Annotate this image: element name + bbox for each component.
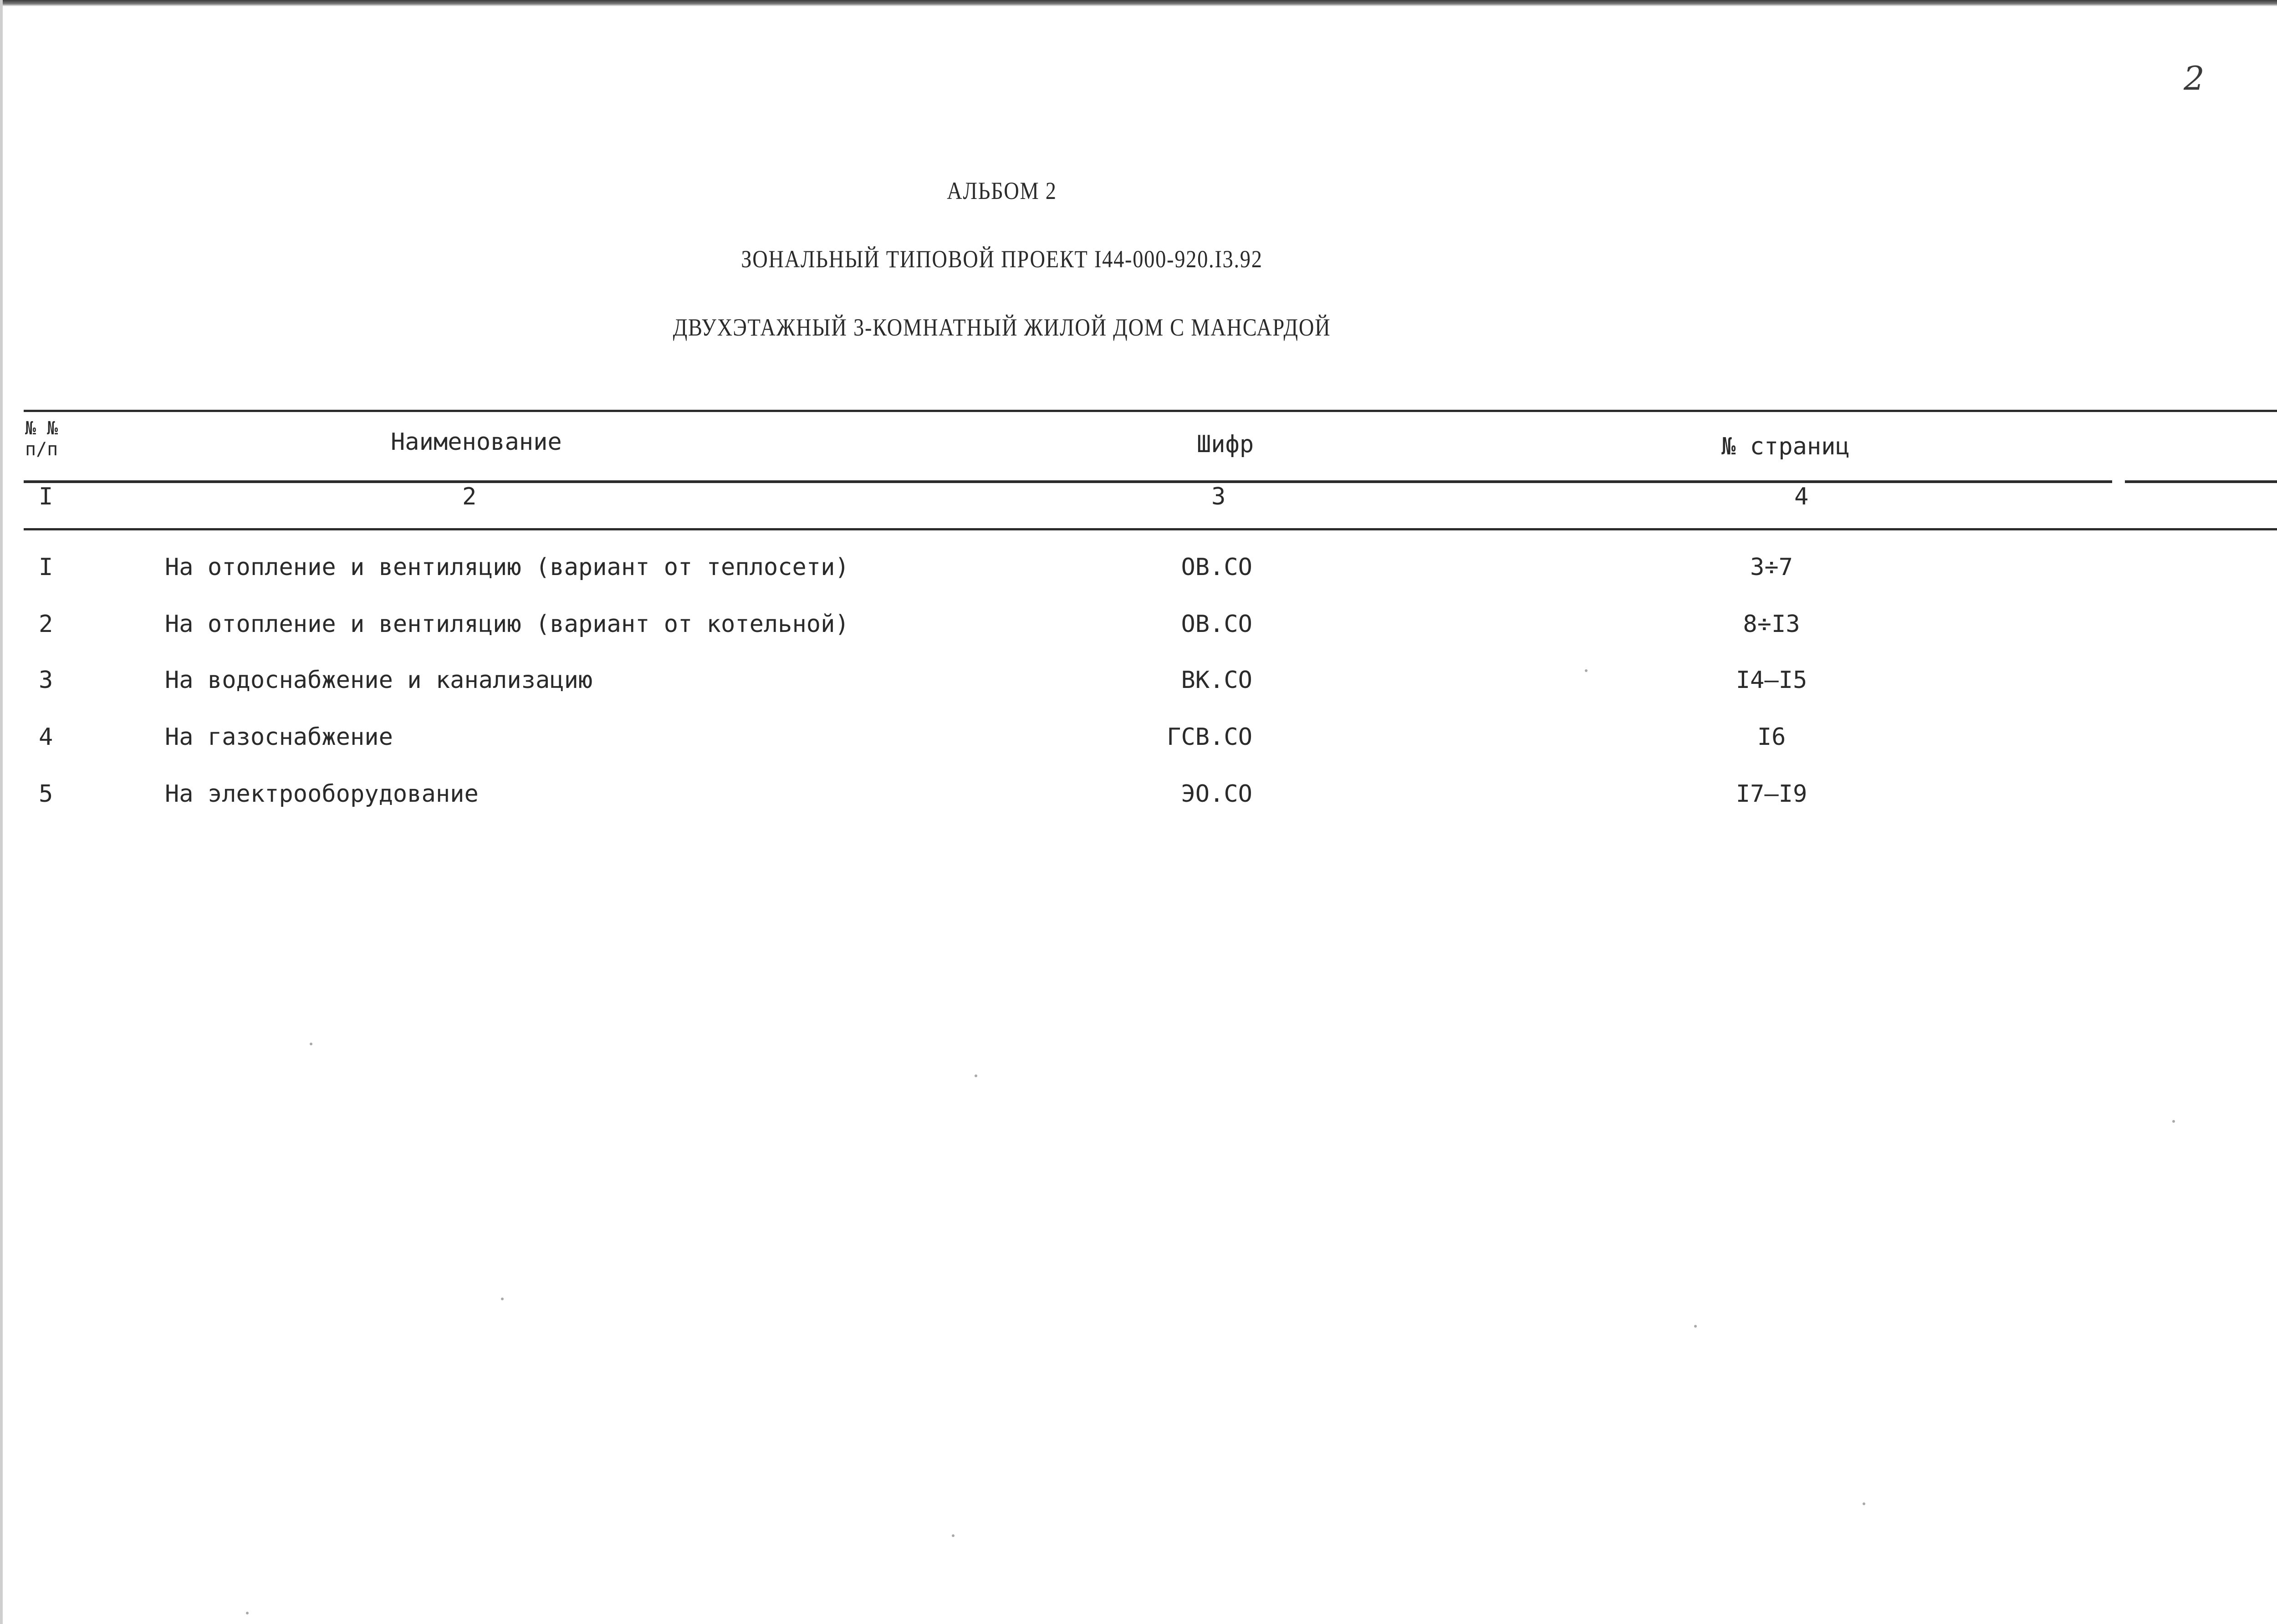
column-number-4: 4 xyxy=(1794,483,1809,510)
scan-left-edge xyxy=(0,0,3,1624)
row-pages: 3÷7 xyxy=(1750,554,1793,581)
row-pages: I7–I9 xyxy=(1736,780,1807,808)
row-name: На отопление и вентиляцию (вариант от котельной) xyxy=(165,611,849,638)
row-pages: I4–I5 xyxy=(1736,667,1807,694)
document-title: ДВУХЭТАЖНЫЙ 3-КОМНАТНЫЙ ЖИЛОЙ ДОМ С МАНСАРДОЙ xyxy=(673,314,1331,341)
project-title: ЗОНАЛЬНЫЙ ТИПОВОЙ ПРОЕКТ I44-000-920.I3.92 xyxy=(741,245,1263,273)
row-number: 4 xyxy=(39,723,53,751)
column-header-pages: № страниц xyxy=(1721,433,1850,460)
row-number: I xyxy=(39,554,53,581)
scan-speck xyxy=(975,1074,977,1077)
row-code: ГСВ.СО xyxy=(1167,723,1252,751)
row-code: ЭО.СО xyxy=(1181,780,1252,808)
table-header-rule xyxy=(24,480,2277,483)
scan-speck xyxy=(501,1298,504,1300)
column-number-3: 3 xyxy=(1211,483,1226,510)
row-pages: I6 xyxy=(1757,723,1786,751)
row-number: 2 xyxy=(39,611,53,638)
row-code: ВК.СО xyxy=(1181,667,1252,694)
row-name: На электрооборудование xyxy=(165,780,479,808)
scan-speck xyxy=(310,1043,312,1045)
column-header-name: Наименование xyxy=(391,428,562,456)
row-pages: 8÷I3 xyxy=(1743,611,1800,638)
scan-speck xyxy=(2172,1120,2175,1123)
row-code: ОВ.СО xyxy=(1181,611,1252,638)
scan-speck xyxy=(246,1612,249,1614)
column-number-1: I xyxy=(39,483,53,510)
column-header-number: № № п/п xyxy=(25,418,58,460)
scan-speck xyxy=(1694,1325,1697,1328)
row-code: ОВ.СО xyxy=(1181,554,1252,581)
table-body-rule xyxy=(24,528,2277,530)
column-header-code: Шифр xyxy=(1197,431,1254,458)
scan-speck xyxy=(952,1534,955,1537)
scan-speck xyxy=(1863,1502,1865,1505)
row-name: На отопление и вентиляцию (вариант от теплосети) xyxy=(165,554,849,581)
table-top-rule xyxy=(24,410,2277,412)
column-number-2: 2 xyxy=(462,483,477,510)
row-name: На водоснабжение и канализацию xyxy=(165,667,593,694)
scan-top-edge xyxy=(0,0,2277,6)
row-name: На газоснабжение xyxy=(165,723,393,751)
row-number: 5 xyxy=(39,780,53,808)
rule-break xyxy=(2112,477,2125,486)
page-number: 2 xyxy=(2184,59,2205,97)
scan-speck xyxy=(1585,669,1588,672)
row-number: 3 xyxy=(39,667,53,694)
album-title: АЛЬБОМ 2 xyxy=(947,177,1057,204)
